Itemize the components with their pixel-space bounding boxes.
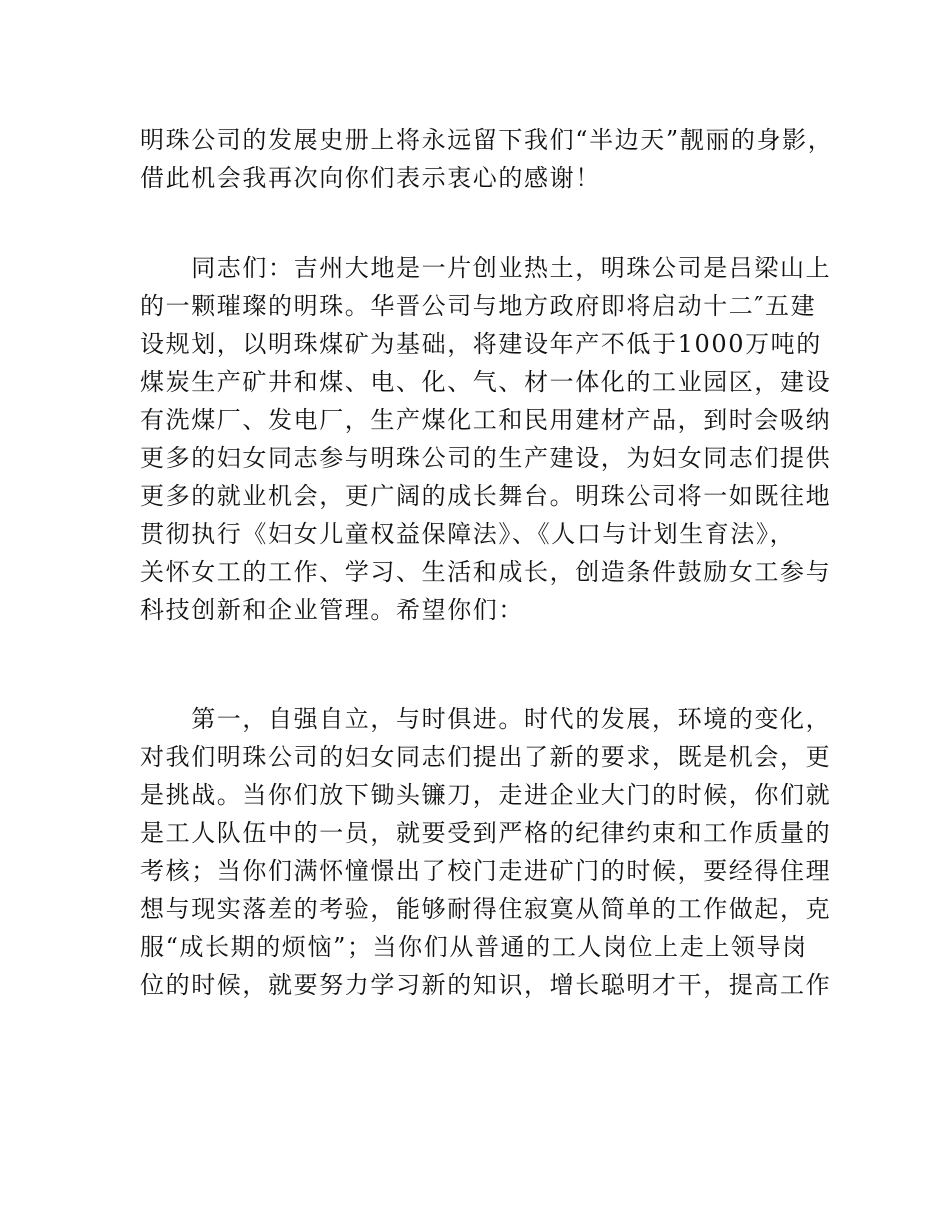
text-line: 借此机会我再次向你们表示衷心的感谢！ xyxy=(140,164,601,192)
paragraph-first-point xyxy=(140,700,830,1004)
text-line: 想与现实落差的考验，能够耐得住寂寞从简单的工作做起，克 xyxy=(140,895,832,923)
paragraph-comrades xyxy=(140,249,830,629)
text-line: 明珠公司的发展史册上将永远留下我们“半边天”靓丽的身影， xyxy=(140,126,834,154)
text-line: 更多的就业机会，更广阔的成长舞台。明珠公司将一如既往地 xyxy=(140,482,832,510)
text-line: 对我们明珠公司的妇女同志们提出了新的要求，既是机会，更 xyxy=(140,743,832,771)
text-line: 服“成长期的烦恼”；当你们从普通的工人岗位上走上领导岗 xyxy=(140,933,808,961)
text-line: 科技创新和企业管理。希望你们： xyxy=(140,596,524,624)
text-line: 更多的妇女同志参与明珠公司的生产建设，为妇女同志们提供 xyxy=(140,444,832,472)
text-line: 位的时候，就要努力学习新的知识，增长聪明才干，提高工作 xyxy=(140,971,832,999)
text-line: 煤炭生产矿井和煤、电、化、气、材一体化的工业园区，建设 xyxy=(140,368,832,396)
text-line: 是工人队伍中的一员，就要受到严格的纪律约束和工作质量的 xyxy=(140,819,832,847)
text-line: 的一颗璀璨的明珠。华晋公司与地方政府即将启动十二″五建 xyxy=(140,292,817,320)
text-line: 考核；当你们满怀憧憬出了校门走进矿门的时候，要经得住理 xyxy=(140,857,832,885)
paragraph-closing-thanks xyxy=(140,121,834,197)
text-line: 同志们：吉州大地是一片创业热土，明珠公司是吕梁山上 xyxy=(140,254,832,282)
text-line: 关怀女工的工作、学习、生活和成长，创造条件鼓励女工参与 xyxy=(140,558,832,586)
text-line: 第一，自强自立，与时俱进。时代的发展，环境的变化， xyxy=(140,705,832,733)
text-line: 是挑战。当你们放下锄头镰刀，走进企业大门的时候，你们就 xyxy=(140,781,832,809)
text-line: 设规划，以明珠煤矿为基础，将建设年产不低于1000万吨的 xyxy=(140,330,822,358)
text-line: 贯彻执行《妇女儿童权益保障法》、《人口与计划生育法》， xyxy=(140,520,796,548)
text-line: 有洗煤厂、发电厂，生产煤化工和民用建材产品，到时会吸纳 xyxy=(140,406,832,434)
